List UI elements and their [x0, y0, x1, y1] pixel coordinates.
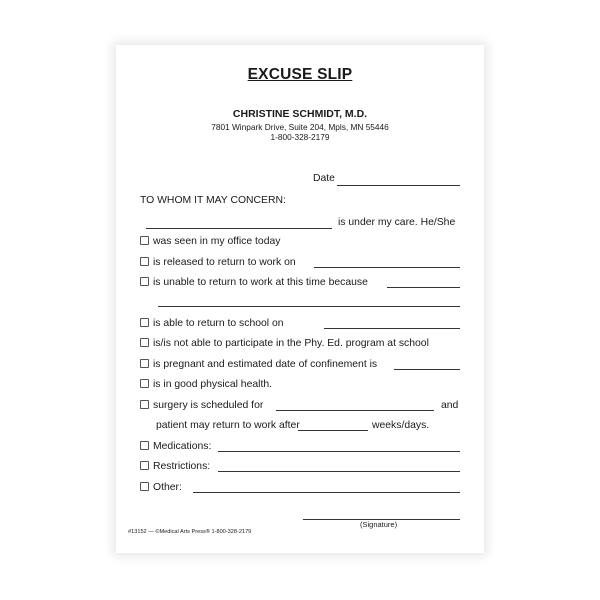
weeks-days-field[interactable]: [298, 430, 368, 431]
option-phy-ed[interactable]: is/is not able to participate in the Phy. Ed. program at school: [140, 337, 460, 351]
checkbox[interactable]: [140, 379, 149, 388]
checkbox[interactable]: [140, 359, 149, 368]
date-field[interactable]: [337, 185, 460, 186]
doctor-phone: 1-800-328-2179: [270, 132, 330, 142]
checkbox[interactable]: [140, 482, 149, 491]
date-label: Date: [313, 173, 335, 184]
salutation: TO WHOM IT MAY CONCERN:: [140, 195, 286, 206]
surgery-return-prefix: patient may return to work after: [156, 420, 300, 431]
option-restrictions[interactable]: Restrictions:: [140, 460, 460, 474]
surgery-date-field[interactable]: [276, 410, 434, 411]
patient-name-field[interactable]: [146, 228, 332, 229]
checkbox[interactable]: [140, 318, 149, 327]
return-school-date-field[interactable]: [324, 328, 460, 329]
option-good-health[interactable]: is in good physical health.: [140, 378, 460, 392]
surgery-and: and: [441, 400, 459, 411]
checkbox[interactable]: [140, 236, 149, 245]
medications-field[interactable]: [218, 451, 460, 452]
restrictions-field[interactable]: [218, 471, 460, 472]
checkbox[interactable]: [140, 461, 149, 470]
unable-reason-field[interactable]: [387, 287, 460, 288]
option-return-to-school[interactable]: is able to return to school on: [140, 317, 460, 331]
surgery-return-suffix: weeks/days.: [372, 420, 430, 431]
checkbox[interactable]: [140, 441, 149, 450]
checkbox[interactable]: [140, 257, 149, 266]
other-field[interactable]: [193, 492, 460, 493]
checkbox[interactable]: [140, 277, 149, 286]
patient-suffix: is under my care. He/She: [338, 217, 456, 228]
option-seen-today[interactable]: was seen in my office today: [140, 235, 460, 249]
doctor-name: CHRISTINE SCHMIDT, M.D.: [232, 108, 368, 120]
option-released-to-work[interactable]: is released to return to work on: [140, 256, 460, 270]
option-unable-to-work[interactable]: is unable to return to work at this time because: [140, 276, 460, 290]
return-work-date-field[interactable]: [314, 267, 460, 268]
unable-reason-field-2[interactable]: [158, 306, 460, 307]
signature-label: (Signature): [360, 520, 398, 529]
checkbox[interactable]: [140, 400, 149, 409]
option-other[interactable]: Other:: [140, 481, 460, 495]
confinement-date-field[interactable]: [394, 369, 460, 370]
form-title: EXCUSE SLIP: [247, 66, 353, 83]
excuse-slip-form: [116, 45, 484, 553]
footer-text: #13152 — ©Medical Arts Press® 1-800-328-2179: [128, 529, 252, 535]
option-pregnant[interactable]: is pregnant and estimated date of confinement is: [140, 358, 460, 372]
option-surgery[interactable]: surgery is scheduled for: [140, 399, 460, 413]
option-medications[interactable]: Medications:: [140, 440, 460, 454]
checkbox[interactable]: [140, 338, 149, 347]
doctor-address: 7801 Winpark Drive, Suite 204, Mpls, MN 55446: [211, 122, 389, 132]
